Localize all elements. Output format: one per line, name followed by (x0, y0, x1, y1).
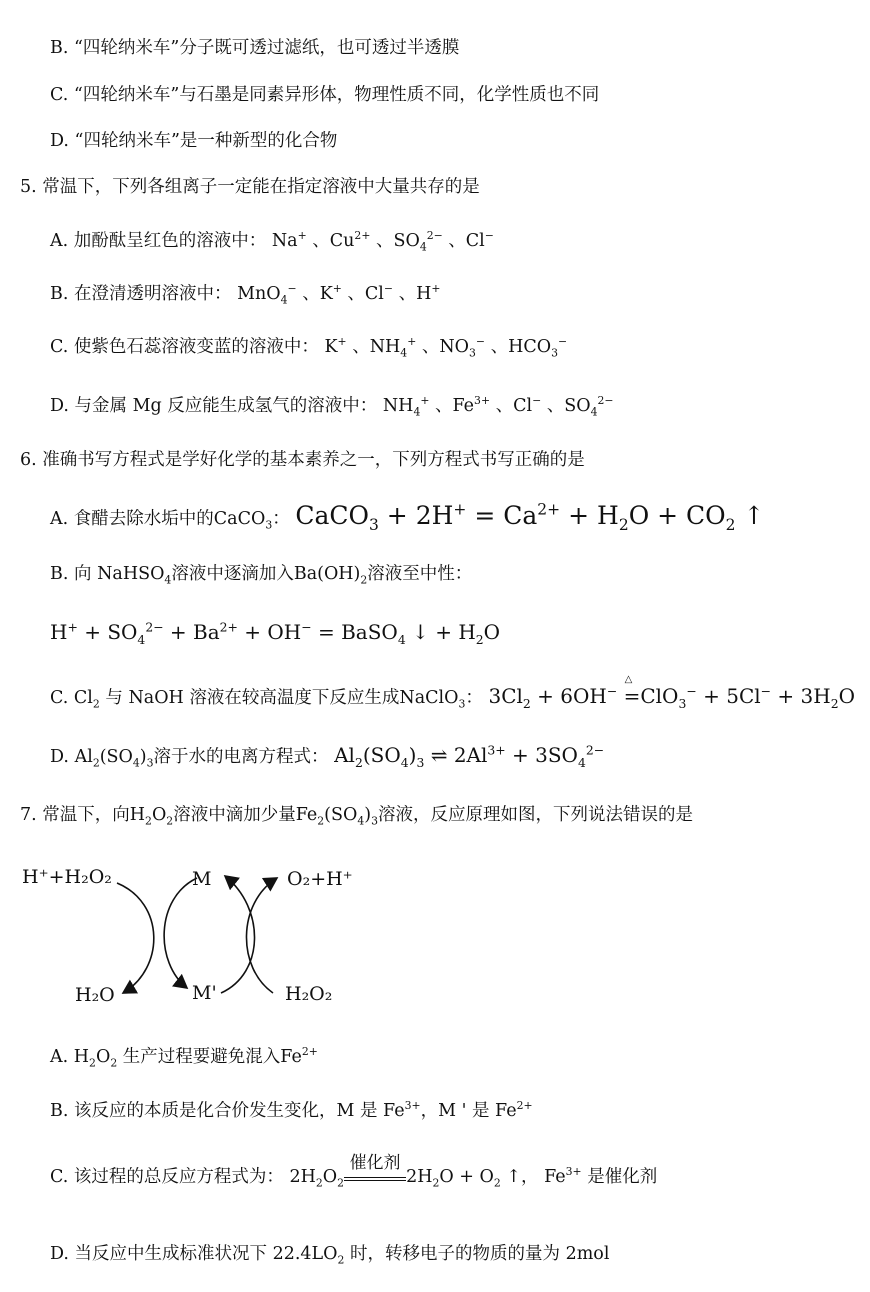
q6-option-b (50, 562, 472, 586)
reaction-cycle-diagram (15, 858, 375, 1018)
q6-option-c (50, 674, 855, 711)
q6-option-c-prefix: C. (50, 688, 69, 708)
q6-option-c-mid: 与 NaOH 溶液在较高温度下反应生成 (105, 688, 400, 708)
left-arrow-m-to-mprime (164, 878, 197, 988)
right-arrow-up (246, 878, 277, 993)
q6-option-d (50, 741, 604, 769)
q6-option-b-prefix: B. 向 (50, 564, 92, 584)
q7-option-a (50, 1045, 318, 1069)
q7-option-a-formula: $H_2O_2$ (73, 1047, 118, 1070)
q6-option-b-suffix: 溶液至中性： (367, 564, 473, 584)
q6-option-b-formula2: $Ba(OH)_2$ (293, 564, 368, 587)
q5-stem: 5. 常温下，下列各组离子一定能在指定溶液中大量共存的是 (20, 177, 480, 197)
q5-option-b (50, 282, 440, 306)
q4-option-c: C. “四轮纳米车”与石墨是同素异形体，物理性质不同，化学性质也不同 (50, 85, 600, 105)
q6-option-b-equation: $H^+ + SO_4^{2-} + Ba^{2+} + OH^-$ = BaSO$_4$ ↓ + $H_2O$ (50, 619, 501, 647)
q6-option-b-formula1: NaHSO$_4$ (97, 564, 172, 587)
q5-option-b-prefix: B. 在澄清透明溶液中： (50, 284, 232, 304)
q6-option-a-prefix: A. 食醋去除水垢中的 (50, 509, 214, 529)
q7-option-c-prefix: C. 该过程的总反应方程式为： (50, 1167, 284, 1187)
q7-option-d-text: D. 当反应中生成标准状况下 22.4LO (50, 1244, 338, 1264)
diagram-top-mid: M (192, 868, 212, 890)
q7-option-d-suffix: 时，转移电子的物质的量为 2mol (350, 1244, 610, 1264)
q6-option-d-prefix: D. (50, 747, 69, 767)
catalyst-arrow (344, 1152, 406, 1181)
q6-option-a-formula: CaCO$_3$： (213, 509, 290, 532)
catalyst-label: 催化剂 (349, 1152, 401, 1173)
q6-stem: 6. 准确书写方程式是学好化学的基本素养之一，下列方程式书写正确的是 (20, 450, 585, 470)
q7-stem-suffix: 溶液，反应原理如图，下列说法错误的是 (377, 805, 693, 825)
q7-option-b (50, 1099, 533, 1123)
q7-option-a-prefix: A. (50, 1047, 69, 1067)
q6-option-a (50, 500, 764, 532)
q7-option-c-ion: $Fe^{3+}$ (544, 1165, 582, 1187)
right-arrow-mprime-to-m (221, 876, 255, 993)
q4-option-b: B. “四轮纳米车”分子既可透过滤纸，也可透过半透膜 (50, 38, 460, 58)
q7-option-a-text: 生产过程要避免混入 (122, 1047, 281, 1067)
diagram-bottom-left: H₂O (75, 984, 115, 1006)
q7-stem-formula1: $H_2O_2$ (129, 805, 174, 828)
q7-stem-prefix: 7. 常温下，向 (20, 805, 130, 825)
q5-option-b-ions: MnO$_4$− 、K+ 、Cl− 、H+ (237, 282, 441, 307)
q6-option-c-equation: $3Cl_2 + 6OH^-$ △ $=ClO_3^- + 5Cl^- + 3H_2O$ (488, 684, 855, 708)
q7-option-b-mid: ，M ' 是 (420, 1101, 490, 1121)
q7-stem-formula2: $Fe_2(SO_4)_3$ (295, 805, 378, 828)
q5-option-d-prefix: D. 与金属 Mg 反应能生成氢气的溶液中： (50, 396, 378, 416)
q5-option-c-prefix: C. 使紫色石蕊溶液变蓝的溶液中： (50, 337, 319, 357)
q7-option-d (50, 1242, 609, 1266)
diagram-bottom-mid: M' (192, 982, 217, 1004)
q6-option-d-formula: $Al_2(SO_4)_3$ (74, 747, 154, 770)
q5-option-a-ions: Na+ 、$Cu^{2+}$ 、$SO_4^{2-}$ 、Cl− (271, 229, 494, 254)
q5-option-d (50, 394, 614, 418)
diagram-bottom-right: H₂O₂ (285, 983, 333, 1005)
q6-option-c-formula1: $Cl_2$ (73, 688, 100, 711)
q6-option-d-equation: $Al_2(SO_4)_3$ ⇌ $2Al^{3+} + 3SO_4^{2-}$ (334, 742, 605, 770)
q7-option-b-ion1: $Fe^{3+}$ (383, 1099, 421, 1121)
q6-option-a-equation: CaCO$_3$ + $2H^+ = Ca^{2+} + H_2O + CO_2$ ↑ (295, 500, 765, 534)
q6-option-d-mid: 溶于水的电离方程式： (153, 747, 329, 767)
q7-option-d-sub: 2 (337, 1253, 345, 1267)
q5-option-c (50, 335, 567, 359)
q4-option-d: D. “四轮纳米车”是一种新型的化合物 (50, 131, 338, 151)
q7-option-c (50, 1152, 658, 1190)
q7-stem (20, 803, 693, 827)
heat-symbol: △ (624, 674, 633, 685)
q5-option-a (50, 229, 494, 253)
q5-option-c-ions: K+ 、$NH_4^+$ 、$NO_3^-$ 、$HCO_3^-$ (324, 335, 568, 360)
q7-option-b-ion2: $Fe^{2+}$ (495, 1099, 533, 1121)
diagram-top-left: H⁺+H₂O₂ (22, 866, 112, 888)
q7-option-c-equation: $2H_2O_2$ 催化剂 $2H_2O + O_2$ ↑， (289, 1152, 539, 1190)
q7-option-b-text: B. 该反应的本质是化合价发生变化，M 是 (50, 1101, 378, 1121)
q6-option-c-formula2: NaClO$_3$： (399, 688, 483, 711)
q5-option-d-ions: $NH_4^+$ 、$Fe^{3+}$ 、Cl− 、$SO_4^{2-}$ (382, 394, 614, 419)
q7-option-c-suffix: 是催化剂 (587, 1167, 658, 1187)
left-arrow-down (117, 883, 154, 993)
q5-option-a-prefix: A. 加酚酞呈红色的溶液中： (50, 231, 267, 251)
q6-option-b-mid: 溶液中逐滴加入 (171, 564, 294, 584)
q7-option-a-ion: $Fe^{2+}$ (280, 1045, 318, 1067)
diagram-top-right: O₂+H⁺ (287, 868, 353, 890)
q7-stem-mid: 溶液中滴加少量 (173, 805, 296, 825)
